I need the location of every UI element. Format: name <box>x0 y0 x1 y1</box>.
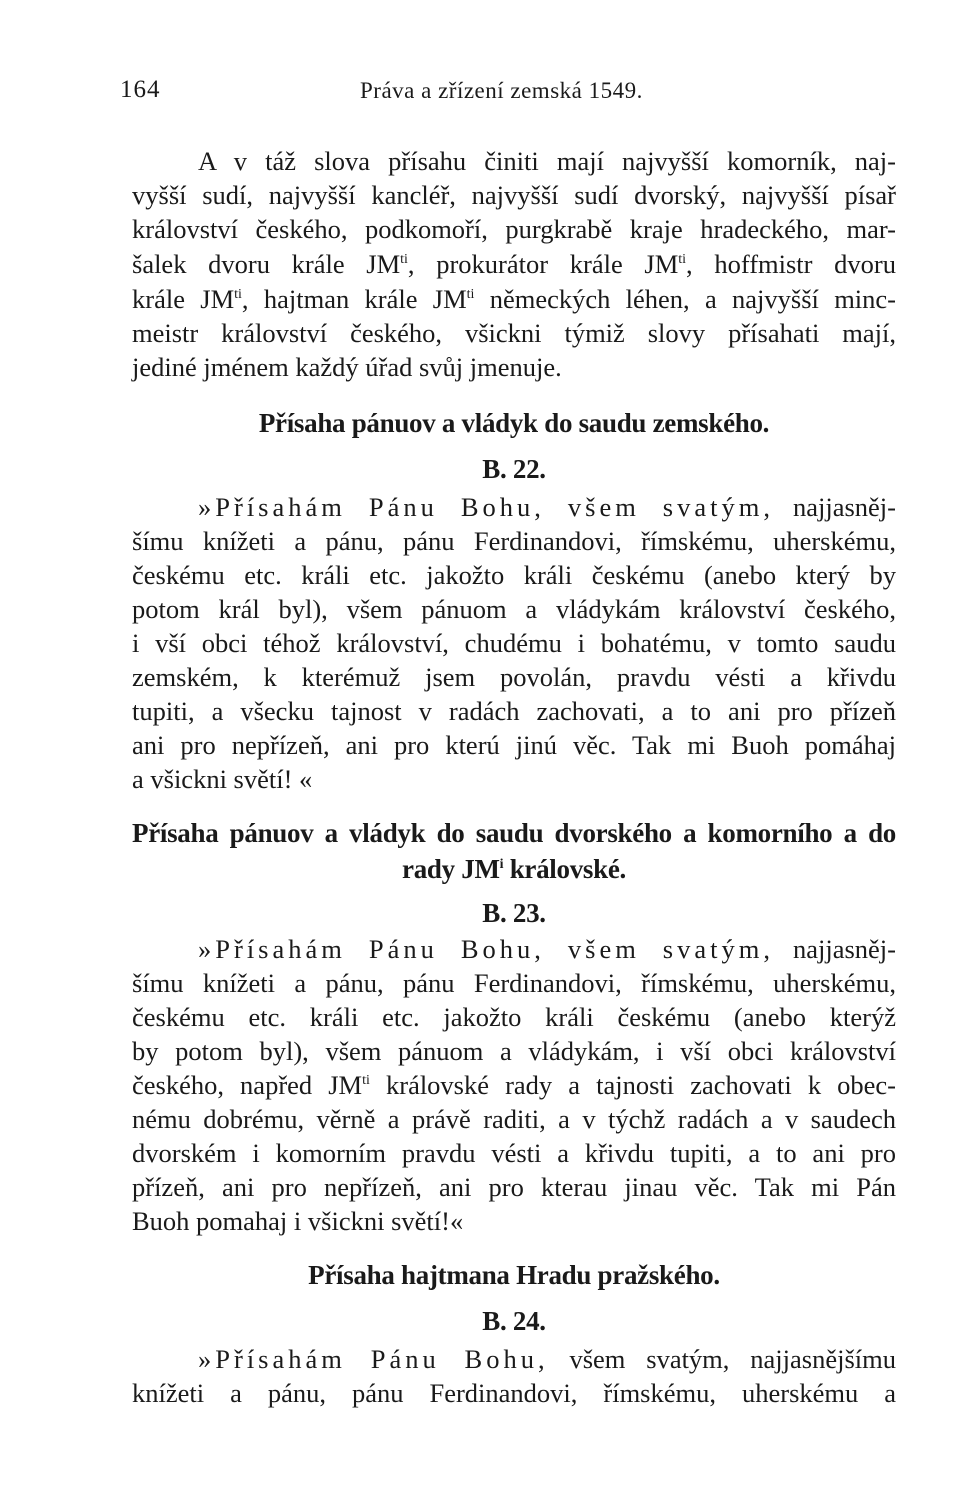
section-heading: rady $JM^i$ královské. <box>402 854 626 884</box>
text-line: království českého, podkomoří, purgkrabě kraje hradeckého, mar- <box>132 214 896 244</box>
text-line: šímu knížeti a pánu, pánu Ferdinandovi, římskému, uherskému, <box>132 968 896 998</box>
text-line: by potom byl), všem pánuom a vládykám, i vší obci království <box>132 1036 896 1066</box>
text-line: dvorském i komorním pravdu vésti a křivdu tupiti, a to ani pro <box>132 1138 896 1168</box>
text-line: jediné jménem každý úřad svůj jmenuje. <box>132 352 562 382</box>
text-line: A v táž slova přísahu činiti mají najvyšší komorník, naj- <box>198 146 896 176</box>
section-number: B. 23. <box>482 898 546 928</box>
text-line: meistr království českého, všickni týmiž slovy přísahati mají, <box>132 318 896 348</box>
page-number: 164 <box>120 76 161 103</box>
section-number: B. 22. <box>482 454 546 484</box>
text-line: »Přísahám Pánu Bohu, všem svatým, najjasněj- <box>198 934 896 964</box>
page-header <box>120 76 900 112</box>
text-line: šímu knížeti a pánu, pánu Ferdinandovi, římskému, uherskému, <box>132 526 896 556</box>
text-line: českému etc. králi etc. jakožto králi českému (anebo který by <box>132 560 896 590</box>
section-heading: Přísaha pánuov a vládyk do saudu dvorského a komorního a do <box>132 818 896 848</box>
text-line: tupiti, a všecku tajnost v radách zachovati, a to ani pro přízeň <box>132 696 896 726</box>
text-line: ani pro nepřízeň, ani pro kterú jinú věc. Tak mi Buoh pomáhaj <box>132 730 896 760</box>
text-line: a všickni světí! « <box>132 764 313 794</box>
text-line: českému etc. králi etc. jakožto králi českému (anebo kterýž <box>132 1002 896 1032</box>
text-line: nému dobrému, věrně a právě raditi, a v týchž radách a v saudech <box>132 1104 896 1134</box>
text-line: zemském, k kterémuž jsem povolán, pravdu vésti a křivdu <box>132 662 896 692</box>
section-number: B. 24. <box>482 1306 546 1336</box>
text-line: potom král byl), všem pánuom a vládykám království českého, <box>132 594 896 624</box>
text-line: českého, napřed $JM^{ti}$ královské rady a tajnosti zachovati k obec- <box>132 1070 896 1100</box>
text-line: »Přísahám Pánu Bohu, všem svatým, najjasnějšímu <box>198 1344 896 1374</box>
text-line: vyšší sudí, najvyšší kancléř, najvyšší sudí dvorský, najvyšší písař <box>132 180 896 210</box>
text-line: přízeň, ani pro nepřízeň, ani pro kterau jinau věc. Tak mi Pán <box>132 1172 896 1202</box>
text-line: Buoh pomahaj i všickni světí!« <box>132 1206 464 1236</box>
text-line: krále $JM^{ti}$, hajtman krále $JM^{ti}$ německých léhen, a najvyšší minc- <box>132 284 897 314</box>
text-line: »Přísahám Pánu Bohu, všem svatým, najjasněj- <box>198 492 896 522</box>
text-line: knížeti a pánu, pánu Ferdinandovi, římskému, uherskému a <box>132 1378 896 1408</box>
text-line: i vší obci téhož království, chudému i bohatému, v tomto saudu <box>132 628 896 658</box>
section-heading: Přísaha hajtmana Hradu pražského. <box>308 1260 720 1290</box>
text-line: šalek dvoru krále $JM^{ti}$, prokurátor krále $JM^{ti}$, hoffmistr dvoru <box>132 249 896 279</box>
running-title: Práva a zřízení zemská 1549. <box>360 78 643 103</box>
section-heading: Přísaha pánuov a vládyk do saudu zemského. <box>258 408 770 438</box>
